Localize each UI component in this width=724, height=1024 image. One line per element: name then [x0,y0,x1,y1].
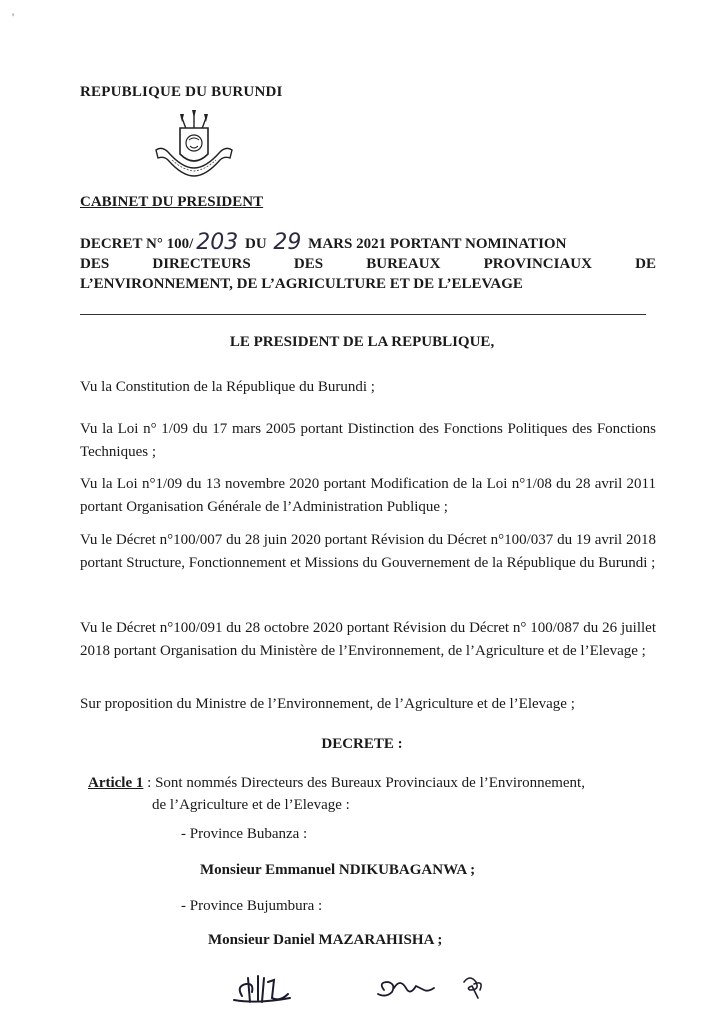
handwritten-initials-signatures [228,968,508,1008]
article-1-text-line-2: de l’Agriculture et de l’Elevage : [152,797,350,813]
nominee-name: Monsieur Emmanuel NDIKUBAGANWA ; [200,862,476,878]
title-word: PROVINCIAUX [483,256,592,272]
province-label: - Province Bujumbura : [181,898,323,914]
recital-loi-2020: Vu la Loi n°1/09 du 13 novembre 2020 portant Modification de la Loi n°1/08 du 28 avril 2011 portant Organisation Générale de l’Administration Publique ; [80,476,656,515]
decree-title-line-2 [80,254,656,274]
decree-title-line-1 [80,232,656,254]
title-divider [80,314,646,315]
decree-du-label: DU [245,236,267,252]
handwritten-decree-day: 29 [273,230,302,255]
recital-proposition: Sur proposition du Ministre de l’Environnement, de l’Agriculture et de l’Elevage ; [80,696,575,712]
decree-title [80,232,656,294]
recital-loi-2005: Vu la Loi n° 1/09 du 17 mars 2005 portant Distinction des Fonctions Politiques des Fonctions Techniques ; [80,421,656,460]
decree-title-rest: MARS 2021 PORTANT NOMINATION [308,236,567,252]
decree-title-line-3: L’ENVIRONNEMENT, DE L’AGRICULTURE ET DE L’ELEVAGE [80,276,523,292]
province-label: - Province Bubanza : [181,826,308,842]
article-1-text-line-1: Sont nommés Directeurs des Bureaux Provinciaux de l’Environnement, [155,775,585,791]
decree-number-prefix: DECRET N° 100/ [80,236,194,252]
handwritten-decree-number: 203 [196,230,239,255]
title-word: DIRECTEURS [152,256,251,272]
president-heading: LE PRESIDENT DE LA REPUBLIQUE, [229,334,495,350]
republic-heading: REPUBLIQUE DU BURUNDI [80,84,283,100]
nominee-name: Monsieur Daniel MAZARAHISHA ; [208,932,443,948]
coat-of-arms-emblem [148,110,240,190]
title-word: DE [635,256,656,272]
recital-decret-091: Vu le Décret n°100/091 du 28 octobre 2020 portant Révision du Décret n° 100/087 du 26 juillet 2018 portant Organisation du Ministère de l’Environnement, de l’Agriculture et de l’Elevage ; [80,620,656,659]
decrete-heading: DECRETE : [321,736,403,752]
article-1-colon: : [143,775,156,791]
cabinet-heading: CABINET DU PRESIDENT [80,194,264,210]
margin-mark: ' [12,10,15,24]
title-word: DES [293,256,324,272]
title-word: DES [80,256,110,272]
article-1-label: Article 1 [88,775,144,791]
recital-constitution: Vu la Constitution de la République du Burundi ; [80,379,375,395]
title-word: BUREAUX [366,256,441,272]
recital-decret-007: Vu le Décret n°100/007 du 28 juin 2020 portant Révision du Décret n°100/037 du 19 avril 2018 portant Structure, Fonctionnement et Missions du Gouvernement de la République du Burundi ; [80,532,656,571]
article-1 [88,772,656,816]
